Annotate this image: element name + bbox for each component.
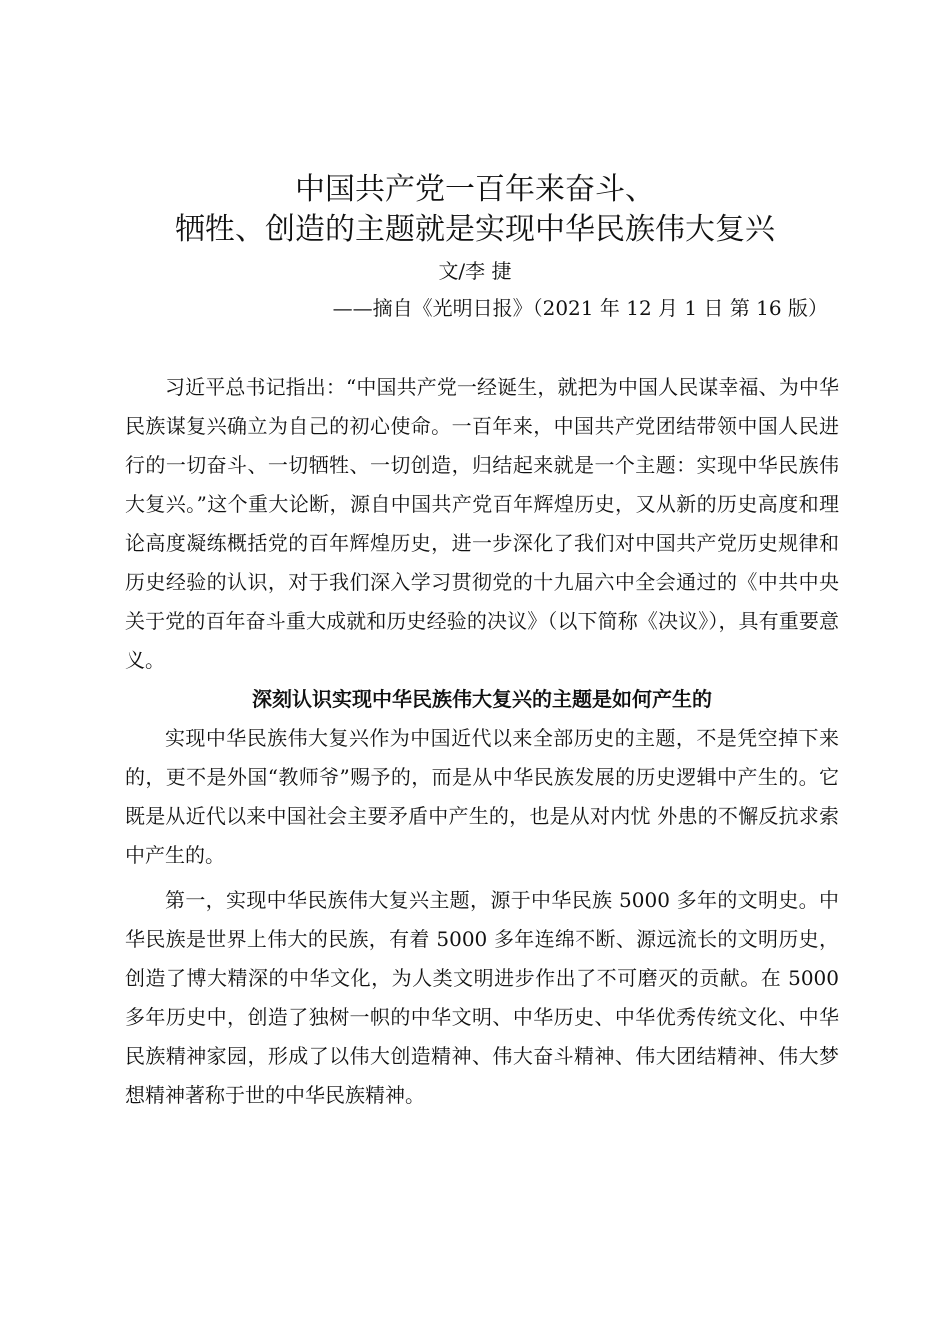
- article-title-line2: 牺牲、创造的主题就是实现中华民族伟大复兴: [175, 212, 775, 247]
- article-body: [125, 368, 839, 1115]
- article-source: ——摘自《光明日报》（2021 年 12 月 1 日 第 16 版）: [332, 296, 828, 320]
- body-paragraph-2: 实现中华民族伟大复兴作为中国近代以来全部历史的主题，不是凭空掉下来的，更不是外国“教师爷”赐予的，而是从中华民族发展的历史逻辑中产生的。它既是从近代以来中国社会主要矛盾中产生的，也是从对内忧 外患的不懈反抗求索中产生的。: [125, 726, 839, 867]
- article-title-line1: 中国共产党一百年来奋斗、: [295, 172, 655, 207]
- section-heading: 深刻认识实现中华民族伟大复兴的主题是如何产生的: [252, 687, 712, 711]
- article-author: 文/李 捷: [438, 259, 512, 283]
- body-paragraph-3: 第一，实现中华民族伟大复兴主题，源于中华民族 5000 多年的文明史。中华民族是世界上伟大的民族，有着 5000 多年连绵不断、源远流长的文明历史，创造了博大精深的中华文化，为人类文明进步作出了不可磨灭的贡献。在 5000 多年历史中，创造了独树一帜的中华文明、中华历史、中华优秀传统文化、中华民族精神家园，形成了以伟大创造精神、伟大奋斗精神、伟大团结精神、伟大梦想精神著称于世的中华民族精神。: [125, 888, 839, 1107]
- intro-paragraph: 习近平总书记指出：“中国共产党一经诞生，就把为中国人民谋幸福、为中华民族谋复兴确立为自己的初心使命。一百年来，中国共产党团结带领中国人民进行的一切奋斗、一切牺牲、一切创造，归结起来就是一个主题：实现中华民族伟大复兴。”这个重大论断，源自中国共产党百年辉煌历史，又从新的历史高度和理论高度凝练概括党的百年辉煌历史，进一步深化了我们对中国共产党历史规律和历史经验的认识，对于我们深入学习贯彻党的十九届六中全会通过的《中共中央关于党的百年奋斗重大成就和历史经验的决议》（以下简称《决议》），具有重要意义。: [125, 375, 839, 672]
